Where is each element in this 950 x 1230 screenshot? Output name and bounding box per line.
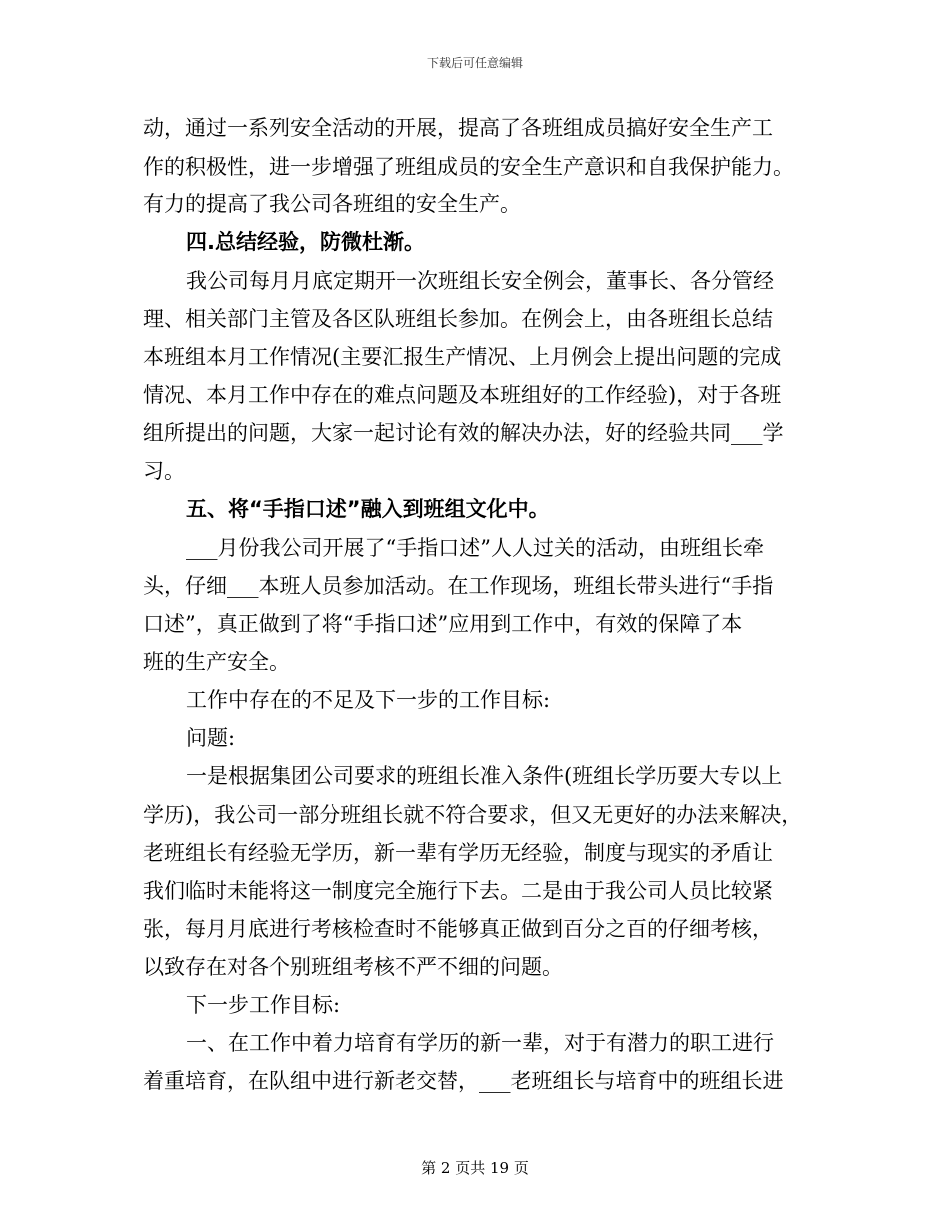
paragraph-line: 一、在工作中着力培育有学历的新一辈，对于有潜力的职工进行 [186, 1031, 774, 1055]
paragraph-line: 班的生产安全。 [143, 650, 290, 674]
paragraph-line: 有力的提高了我公司各班组的安全生产。 [143, 192, 521, 216]
paragraph-line: 一是根据集团公司要求的班组长准入条件(班组长学历要大专以上 [186, 764, 783, 788]
paragraph-line: 我公司每月月底定期开一次班组长安全例会，董事长、各分管经 [186, 269, 774, 293]
paragraph-line: 老班组长有经验无学历，新一辈有学历无经验，制度与现实的矛盾让 [143, 841, 773, 865]
paragraph-line: 习。 [143, 459, 185, 483]
paragraph-line: 口述”，真正做到了将“手指口述”应用到工作中，有效的保障了本 [143, 612, 743, 636]
section-heading: 四.总结经验，防微杜渐。 [186, 230, 425, 254]
paragraph-line: 着重培育，在队组中进行新老交替，___老班组长与培育中的班组长进 [143, 1069, 784, 1093]
section-heading: 五、将“手指口述”融入到班组文化中。 [186, 497, 550, 521]
paragraph-line: 工作中存在的不足及下一步的工作目标: [186, 688, 551, 712]
paragraph-line: ___月份我公司开展了“手指口述”人人过关的活动，由班组长牵 [186, 536, 764, 560]
paragraph-line: 以致存在对各个别班组考核不严不细的问题。 [143, 955, 563, 979]
paragraph-line: 下一步工作目标: [186, 993, 341, 1017]
paragraph-line: 学历)，我公司一部分班组长就不符合要求，但又无更好的办法来解决， [143, 803, 803, 827]
paragraph-line: 头，仔细___本班人员参加活动。在工作现场，班组长带头进行“手指 [143, 574, 774, 598]
paragraph-line: 本班组本月工作情况(主要汇报生产情况、上月例会上提出问题的完成 [143, 345, 782, 369]
paragraph-line: 理、相关部门主管及各区队班组长参加。在例会上，由各班组长总结 [143, 307, 773, 331]
paragraph-line: 我们临时未能将这一制度完全施行下去。二是由于我公司人员比较紧 [143, 879, 773, 903]
paragraph-line: 作的积极性，进一步增强了班组成员的安全生产意识和自我保护能力。 [143, 155, 794, 179]
page-header: 下载后可任意编辑 [426, 56, 523, 70]
paragraph-line: 动，通过一系列安全活动的开展，提高了各班组成员搞好安全生产工 [143, 116, 773, 140]
paragraph-line: 组所提出的问题，大家一起讨论有效的解决办法，好的经验共同___学 [143, 421, 784, 445]
paragraph-line: 张，每月月底进行考核检查时不能够真正做到百分之百的仔细考核， [143, 917, 773, 941]
page-number: 第 2 页共 19 页 [421, 1159, 529, 1177]
paragraph-line: 情况、本月工作中存在的难点问题及本班组好的工作经验)，对于各班 [143, 383, 782, 407]
paragraph-line: 问题: [186, 726, 236, 750]
